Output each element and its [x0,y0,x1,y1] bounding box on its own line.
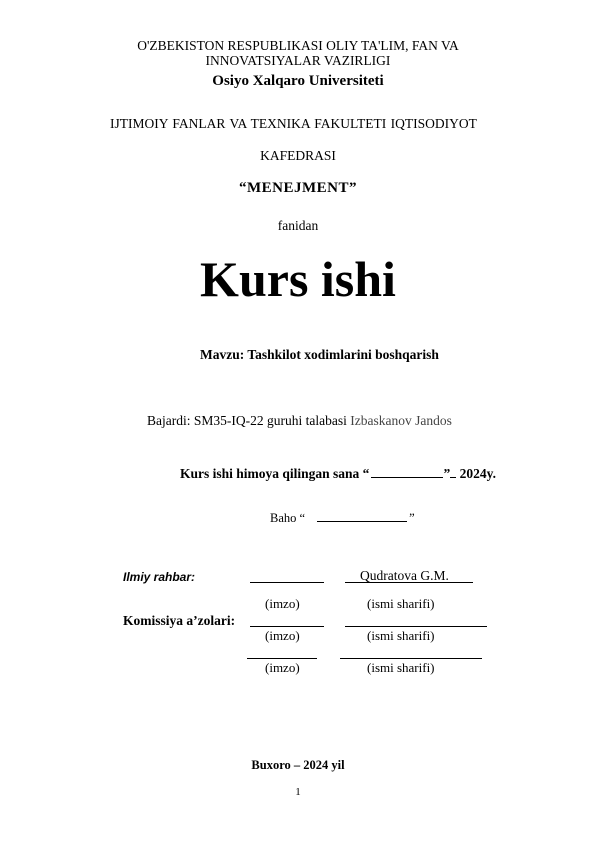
city-year: Buxoro – 2024 yil [251,758,345,772]
document-title: Kurs ishi [200,251,396,307]
commission-1-name-caption: (ismi sharifi) [367,628,435,643]
supervisor-name: Qudratova G.M. [360,568,449,583]
department-name: KAFEDRASI [260,148,336,163]
commission-1-name-line [345,626,487,627]
commission-1-signature-line [250,626,324,627]
defense-year: 2024y. [456,466,496,481]
commission-2-name-line [340,658,482,659]
subject-name: “MENEJMENT” [239,180,357,196]
grade-label: Baho “ [270,511,306,525]
author-prefix: Bajardi: SM35-IQ-22 guruhi talabasi [147,413,347,428]
topic: Mavzu: Tashkilot xodimlarini boshqarish [200,347,439,362]
commission-2-signature-caption: (imzo) [265,660,300,675]
commission-2-name-caption: (ismi sharifi) [367,660,435,675]
defense-text: Kurs ishi himoya qilingan sana “ [180,466,370,481]
defense-date-line [180,465,496,482]
supervisor-name-caption: (ismi sharifi) [367,596,435,611]
supervisor-signature-caption: (imzo) [265,596,300,611]
author-name: Izbaskanov Jandos [350,413,452,428]
ministry-header [0,38,596,68]
defense-quote-close: ” [443,466,451,481]
supervisor-label: Ilmiy rahbar: [123,570,196,584]
author-line [147,413,452,429]
grade-line [270,511,415,526]
ministry-line-1: O'ZBEKISTON RESPUBLIKASI OLIY TA'LIM, FAN VA [137,38,459,53]
university-name: Osiyo Xalqaro Universiteti [212,73,384,89]
defense-date-blank [371,465,443,478]
grade-quote-close: ” [409,511,415,525]
commission-2-signature-line [247,658,317,659]
commission-1-signature-caption: (imzo) [265,628,300,643]
ministry-line-2: INNOVATSIYALAR VAZIRLIGI [205,53,391,68]
supervisor-name-line [345,582,473,583]
faculty-name: IJTIMOIY FANLAR VA TEXNIKA FAKULTETI IQTISODIYOT [110,116,477,131]
supervisor-signature-line [250,582,324,583]
grade-blank [317,511,407,522]
page-number: 1 [295,786,301,798]
subject-suffix: fanidan [277,218,319,233]
commission-label: Komissiya a’zolari: [123,613,236,628]
